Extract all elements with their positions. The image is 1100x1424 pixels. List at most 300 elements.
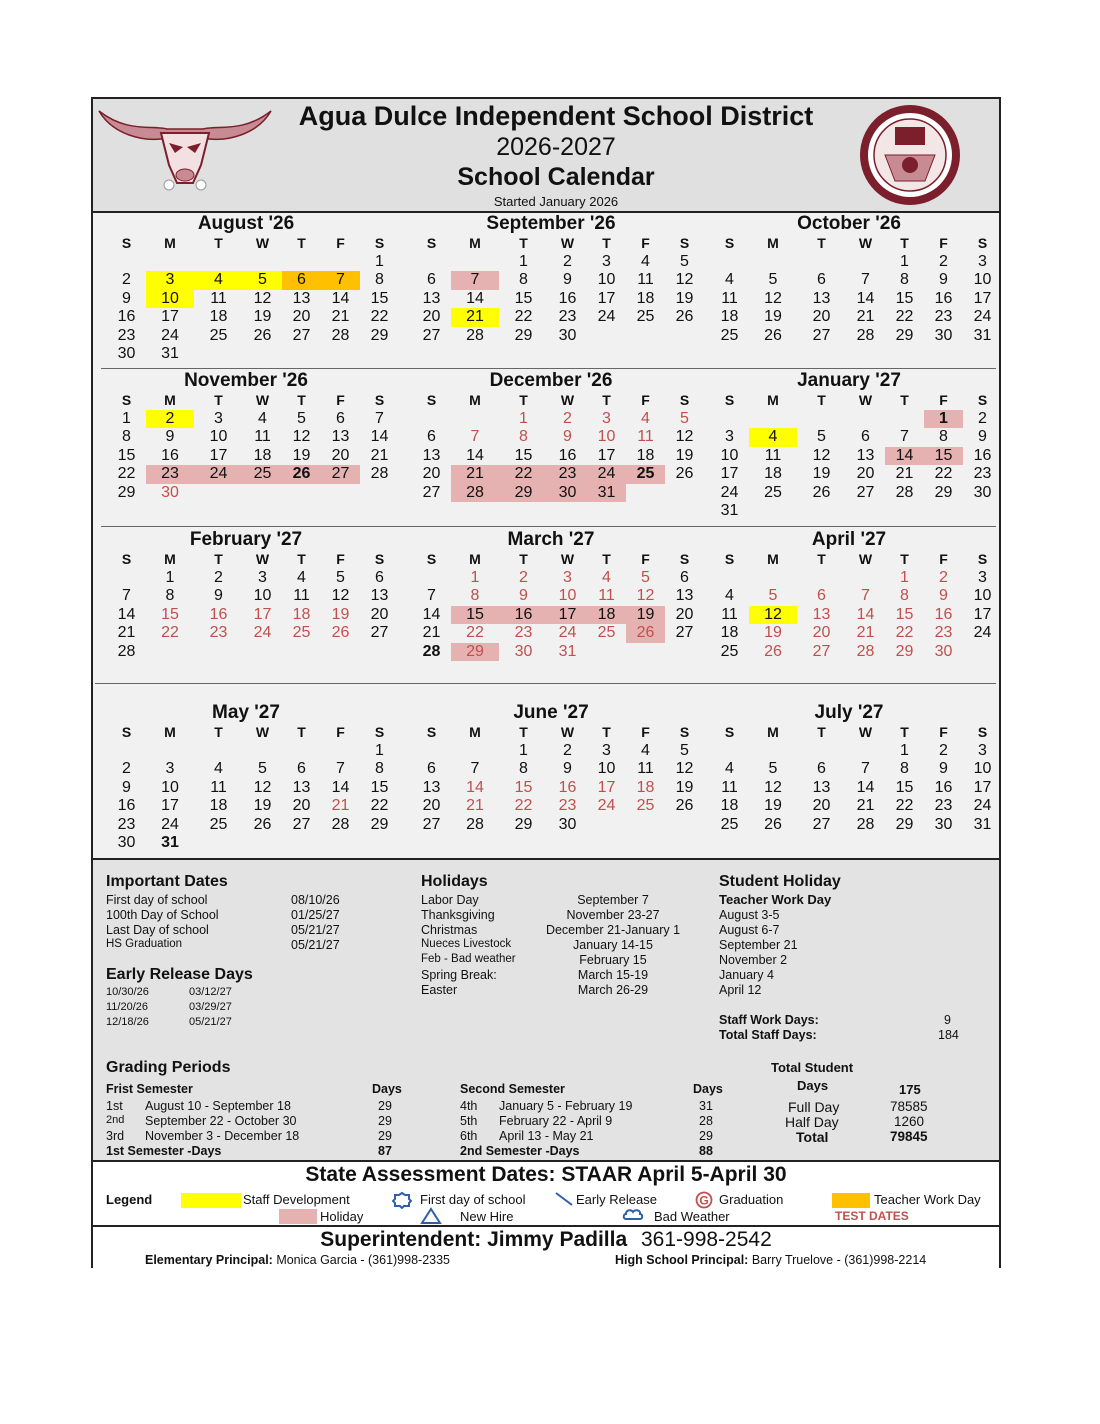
day-cell: 22 <box>466 624 484 642</box>
month-grid <box>412 391 696 502</box>
day-cell: 12 <box>812 446 831 464</box>
day-cell: 10 <box>597 428 616 446</box>
day-cell: 3 <box>602 410 611 427</box>
day-cell: 13 <box>331 428 350 446</box>
day-cell: 27 <box>812 326 831 344</box>
weekday-header: S <box>374 551 385 567</box>
day-cell: 4 <box>641 253 650 270</box>
weekday-header: T <box>817 724 826 740</box>
day-cell: 4 <box>641 742 650 759</box>
day-cell: 25 <box>720 815 739 833</box>
day-cell: 31 <box>587 484 626 502</box>
staff-development-label: Staff Development <box>243 1192 350 1207</box>
day-cell: 3 <box>978 569 987 586</box>
day-cell: 22 <box>514 797 533 815</box>
day-cell: 18 <box>209 797 228 815</box>
day-cell: 4 <box>214 760 223 778</box>
quarter-range: January 5 - February 19 <box>499 1099 633 1113</box>
weekday-header: M <box>469 551 481 567</box>
day-cell: 11 <box>637 271 654 289</box>
month-title: January '27 <box>797 370 901 391</box>
day-cell: 21 <box>331 797 350 815</box>
day-cell: 29 <box>895 326 914 344</box>
empty-cell <box>451 742 499 760</box>
weekday-header: F <box>939 551 948 567</box>
day-cell: 3 <box>978 253 987 270</box>
day-cell: 4 <box>749 428 797 446</box>
weekday-header: F <box>939 235 948 251</box>
day-cell: 27 <box>856 483 875 501</box>
quarter-range: August 10 - September 18 <box>145 1099 291 1113</box>
weekday-header: F <box>336 724 345 740</box>
day-cell: 25 <box>209 326 228 344</box>
important-label: First day of school <box>106 893 208 907</box>
weekday-header: M <box>164 551 176 567</box>
weekday-header: W <box>858 392 873 408</box>
day-cell: 28 <box>331 326 350 344</box>
total-label: Total <box>796 1129 829 1145</box>
day-cell: 9 <box>165 428 175 446</box>
day-cell: 30 <box>548 484 587 502</box>
empty-cell <box>282 742 321 760</box>
quarter-days: 31 <box>699 1099 713 1113</box>
day-cell: 2 <box>146 410 194 428</box>
day-cell: 25 <box>636 308 655 326</box>
holiday-label: Feb - Bad weather <box>421 953 516 965</box>
day-cell: 19 <box>812 465 831 483</box>
day-cell: 17 <box>597 289 616 307</box>
day-cell: 6 <box>282 271 321 289</box>
weekday-header: S <box>724 392 735 408</box>
day-cell: 5 <box>297 410 306 427</box>
weekday-header: S <box>977 392 988 408</box>
month-title: February '27 <box>189 529 303 550</box>
important-label: 100th Day of School <box>106 908 219 922</box>
day-cell: 12 <box>675 271 694 289</box>
day-cell: 19 <box>764 308 782 326</box>
day-cell: 12 <box>675 428 694 446</box>
day-cell: 9 <box>939 271 948 289</box>
day-cell: 23 <box>973 465 992 483</box>
day-cell: 7 <box>861 587 870 605</box>
weekday-header: T <box>900 392 909 408</box>
day-cell: 18 <box>636 778 655 796</box>
day-cell: 6 <box>817 760 826 778</box>
month-calendar <box>704 703 994 834</box>
day-cell: 8 <box>519 760 528 778</box>
day-cell: 31 <box>161 833 179 851</box>
day-cell: 16 <box>558 289 577 307</box>
month-title: November '26 <box>184 370 308 391</box>
day-cell: 3 <box>214 410 223 427</box>
day-cell: 23 <box>146 465 194 483</box>
day-cell: 19 <box>253 797 272 815</box>
day-cell: 12 <box>331 587 350 605</box>
empty-cell <box>749 410 797 428</box>
weekday-header: F <box>641 551 650 567</box>
day-cell: 22 <box>895 624 914 642</box>
month-grid <box>107 391 391 502</box>
day-cell: 19 <box>764 624 782 642</box>
day-cell: 13 <box>812 778 831 796</box>
day-cell: 21 <box>451 465 499 483</box>
total-value: 79845 <box>890 1129 928 1144</box>
new-hire-label: New Hire <box>460 1209 514 1224</box>
day-cell: 25 <box>720 642 739 660</box>
day-cell: 1 <box>519 253 528 270</box>
superintendent-name: Superintendent: Jimmy Padilla <box>320 1228 628 1251</box>
day-cell: 31 <box>973 815 992 833</box>
day-cell: 28 <box>422 642 441 660</box>
day-cell: 5 <box>258 760 267 778</box>
day-cell: 13 <box>675 587 694 605</box>
total-student-label: Total Student <box>771 1060 854 1075</box>
day-cell: 9 <box>978 428 987 446</box>
day-cell: 15 <box>895 289 914 307</box>
day-cell: 12 <box>636 587 655 605</box>
day-cell: 19 <box>675 446 694 464</box>
day-cell: 18 <box>720 624 739 642</box>
day-cell: 2 <box>122 760 131 778</box>
empty-cell <box>797 410 846 428</box>
day-cell: 22 <box>514 308 533 326</box>
first-semester-total: 87 <box>378 1144 392 1158</box>
day-cell: 30 <box>973 483 992 501</box>
weekday-header: S <box>724 235 735 251</box>
day-cell: 1 <box>375 742 384 759</box>
staar-dates: State Assessment Dates: STAAR April 5-April 30 <box>93 1160 999 1191</box>
day-cell: 19 <box>764 797 782 815</box>
month-grid <box>107 723 391 852</box>
elementary-principal-value: Monica Garcia - (361)998-2335 <box>276 1253 451 1267</box>
grading-periods <box>93 1056 999 1160</box>
day-cell: 5 <box>243 271 282 289</box>
day-cell: 18 <box>292 605 311 623</box>
day-cell: 27 <box>370 624 389 642</box>
new-hire-icon <box>420 1207 442 1225</box>
weekday-header: F <box>939 392 948 408</box>
weekday-header: S <box>374 392 385 408</box>
weekday-header: F <box>336 392 345 408</box>
day-cell: 9 <box>563 271 572 289</box>
day-cell: 6 <box>427 271 436 289</box>
day-cell: 30 <box>117 833 136 851</box>
day-cell: 19 <box>292 446 311 464</box>
day-cell: 26 <box>626 624 665 642</box>
day-cell: 3 <box>602 742 611 759</box>
holiday-label: Easter <box>421 983 458 997</box>
day-cell: 3 <box>258 569 267 586</box>
second-semester-label: Second Semester <box>460 1082 565 1096</box>
day-cell: 14 <box>885 447 924 465</box>
early-date: 05/21/27 <box>189 1016 232 1028</box>
day-cell: 17 <box>720 465 739 483</box>
day-cell: 13 <box>292 289 311 307</box>
day-cell: 9 <box>519 587 528 605</box>
day-cell: 4 <box>725 587 734 605</box>
day-cell: 5 <box>641 569 650 586</box>
weekday-header: M <box>767 235 779 251</box>
day-cell: 7 <box>470 760 480 778</box>
day-cell: 1 <box>900 253 909 270</box>
day-cell: 23 <box>209 624 228 642</box>
day-cell: 29 <box>934 483 953 501</box>
day-cell: 22 <box>934 465 953 483</box>
day-cell: 17 <box>161 308 179 326</box>
day-cell: 21 <box>856 308 875 326</box>
day-cell: 2 <box>519 569 528 586</box>
day-cell: 8 <box>165 587 175 605</box>
day-cell: 9 <box>122 778 131 796</box>
month-title: May '27 <box>212 702 280 723</box>
day-cell: 18 <box>636 289 655 307</box>
weekday-header: W <box>858 724 873 740</box>
day-cell: 11 <box>721 778 738 796</box>
day-cell: 7 <box>321 271 360 289</box>
day-cell: 7 <box>900 428 909 446</box>
weekday-header: T <box>519 724 528 740</box>
day-cell: 27 <box>422 815 441 833</box>
empty-cell <box>710 253 749 271</box>
weekday-header: S <box>121 724 132 740</box>
important-date: 01/25/27 <box>291 908 340 922</box>
weekday-header: S <box>977 724 988 740</box>
day-cell: 30 <box>934 815 953 833</box>
day-cell: 28 <box>856 815 875 833</box>
day-cell: 16 <box>973 446 992 464</box>
day-cell: 7 <box>861 271 870 289</box>
high-school-principal-label: High School Principal: <box>615 1253 749 1267</box>
day-cell: 16 <box>934 605 953 623</box>
day-cell: 8 <box>519 271 528 289</box>
day-cell: 13 <box>856 446 875 464</box>
total-student-days: 175 <box>899 1082 921 1097</box>
day-cell: 17 <box>973 605 992 623</box>
weekday-header: W <box>560 235 575 251</box>
month-title: July '27 <box>814 702 884 723</box>
empty-cell <box>412 569 451 587</box>
day-cell: 21 <box>856 797 875 815</box>
month-calendar <box>406 530 696 661</box>
weekday-header: T <box>297 235 306 251</box>
empty-cell <box>107 253 146 271</box>
weekday-header: T <box>519 551 528 567</box>
day-cell: 15 <box>161 605 179 623</box>
days-header: Days <box>372 1082 402 1096</box>
day-cell: 23 <box>558 797 577 815</box>
day-cell: 14 <box>331 289 350 307</box>
day-cell: 30 <box>117 344 136 362</box>
superintendent-phone: 361-998-2542 <box>640 1228 772 1251</box>
weekday-header: T <box>602 724 611 740</box>
day-cell: 24 <box>161 815 179 833</box>
weekday-header: T <box>214 724 223 740</box>
early-date: 12/18/26 <box>106 1016 149 1028</box>
weekday-header: T <box>900 724 909 740</box>
month-grid <box>107 550 391 661</box>
work-day-date: September 21 <box>719 938 798 952</box>
day-cell: 13 <box>292 778 311 796</box>
staff-work-days-label: Staff Work Days: <box>719 1013 819 1027</box>
day-cell: 9 <box>122 289 131 307</box>
day-cell: 29 <box>514 326 533 344</box>
legend-title: Legend <box>106 1192 153 1207</box>
quarter-days: 29 <box>699 1129 713 1143</box>
weekday-header: M <box>767 392 779 408</box>
day-cell: 5 <box>768 271 778 289</box>
day-cell: 1 <box>924 410 963 428</box>
day-cell: 2 <box>939 253 948 270</box>
important-date: 08/10/26 <box>291 893 340 907</box>
day-cell: 18 <box>720 797 739 815</box>
day-cell: 2 <box>939 569 948 586</box>
holiday-label: Labor Day <box>421 893 479 907</box>
day-cell: 2 <box>563 742 572 759</box>
day-cell: 21 <box>895 465 914 483</box>
day-cell: 18 <box>764 465 782 483</box>
day-cell: 3 <box>978 742 987 759</box>
day-cell: 28 <box>331 815 350 833</box>
graduation-icon <box>695 1191 713 1209</box>
month-grid <box>412 550 696 661</box>
day-cell: 14 <box>331 778 350 796</box>
day-cell: 27 <box>422 326 441 344</box>
day-cell: 25 <box>720 326 739 344</box>
svg-text:G: G <box>699 1193 709 1208</box>
work-day-date: August 6-7 <box>719 923 780 937</box>
important-date: 05/21/27 <box>291 923 340 937</box>
day-cell: 9 <box>214 587 223 605</box>
weekday-header: T <box>519 235 528 251</box>
empty-cell <box>412 410 451 428</box>
holiday-label: Nueces Livestock <box>421 938 512 950</box>
day-cell: 10 <box>973 587 992 605</box>
empty-cell <box>107 742 146 760</box>
test-dates-label: TEST DATES <box>835 1209 909 1223</box>
weekday-header: S <box>374 235 385 251</box>
month-calendar <box>704 530 994 661</box>
empty-cell <box>846 569 885 587</box>
weekday-header: T <box>297 551 306 567</box>
weekday-header: W <box>255 551 270 567</box>
total-staff-days-label: Total Staff Days: <box>719 1028 817 1042</box>
header <box>93 99 999 213</box>
day-cell: 25 <box>209 815 228 833</box>
weekday-header: W <box>858 551 873 567</box>
holidays-title: Holidays <box>421 873 488 890</box>
day-cell: 21 <box>451 308 499 326</box>
important-date: 05/21/27 <box>291 938 340 952</box>
day-cell: 16 <box>558 778 577 796</box>
day-cell: 8 <box>900 271 909 289</box>
day-cell: 24 <box>720 483 739 501</box>
bad-weather-label: Bad Weather <box>654 1209 730 1224</box>
day-cell: 28 <box>466 815 484 833</box>
day-cell: 17 <box>597 446 616 464</box>
day-cell: 20 <box>331 446 350 464</box>
full-day-value: 78585 <box>890 1099 928 1114</box>
holiday-date: February 15 <box>579 953 647 967</box>
day-cell: 6 <box>861 428 870 446</box>
month-grid <box>107 234 391 363</box>
day-cell: 21 <box>331 308 350 326</box>
empty-cell <box>107 569 146 587</box>
day-cell: 26 <box>253 326 272 344</box>
day-cell: 1 <box>900 569 909 586</box>
weekday-header: M <box>469 724 481 740</box>
half-day-value: 1260 <box>894 1114 925 1129</box>
empty-cell <box>412 742 451 760</box>
weekday-header: S <box>426 235 437 251</box>
day-cell: 6 <box>427 760 436 778</box>
day-cell: 1 <box>470 569 480 586</box>
day-cell: 20 <box>422 465 441 483</box>
weekday-header: T <box>519 392 528 408</box>
day-cell: 18 <box>636 446 655 464</box>
early-date: 10/30/26 <box>106 986 149 998</box>
month-title: September '26 <box>486 213 616 234</box>
day-cell: 24 <box>161 326 179 344</box>
quarter-range: November 3 - December 18 <box>145 1129 300 1143</box>
important-label: Last Day of school <box>106 923 209 937</box>
weekday-header: F <box>641 392 650 408</box>
day-cell: 11 <box>637 760 654 778</box>
holiday-date: November 23-27 <box>566 908 660 922</box>
day-cell: 22 <box>370 797 389 815</box>
day-cell: 4 <box>602 569 611 586</box>
day-cell: 19 <box>675 289 694 307</box>
day-cell: 10 <box>597 760 616 778</box>
day-cell: 9 <box>939 760 948 778</box>
first-semester-total-label: 1st Semester -Days <box>106 1144 222 1158</box>
holiday-label: Thanksgiving <box>421 908 495 922</box>
day-cell: 7 <box>427 587 436 605</box>
day-cell: 12 <box>764 778 782 796</box>
day-cell: 14 <box>466 778 484 796</box>
day-cell: 27 <box>422 483 441 501</box>
day-cell: 23 <box>117 326 136 344</box>
month-grid <box>710 550 994 661</box>
weekday-header: W <box>255 235 270 251</box>
info-section <box>93 858 999 1058</box>
day-cell: 4 <box>258 410 267 427</box>
day-cell: 27 <box>321 465 360 483</box>
day-cell: 9 <box>939 587 948 605</box>
weekday-header: S <box>121 235 132 251</box>
empty-cell <box>710 742 749 760</box>
day-cell: 11 <box>637 428 654 446</box>
day-cell: 24 <box>973 624 992 642</box>
day-cell: 13 <box>422 778 441 796</box>
month-title: June '27 <box>513 702 589 723</box>
day-cell: 26 <box>764 815 782 833</box>
day-cell: 26 <box>675 797 694 815</box>
day-cell: 2 <box>563 253 572 270</box>
day-cell: 24 <box>194 465 243 483</box>
day-cell: 27 <box>675 624 694 642</box>
month-grid <box>412 723 696 834</box>
half-day-label: Half Day <box>785 1114 839 1130</box>
quarter-range: September 22 - October 30 <box>145 1114 297 1128</box>
day-cell: 26 <box>253 815 272 833</box>
day-cell: 14 <box>856 289 875 307</box>
day-cell: 25 <box>636 797 655 815</box>
early-date: 11/20/26 <box>106 1001 149 1013</box>
day-cell: 7 <box>451 271 499 289</box>
day-cell: 23 <box>558 308 577 326</box>
early-date: 03/29/27 <box>189 1001 232 1013</box>
day-cell: 8 <box>939 428 948 446</box>
